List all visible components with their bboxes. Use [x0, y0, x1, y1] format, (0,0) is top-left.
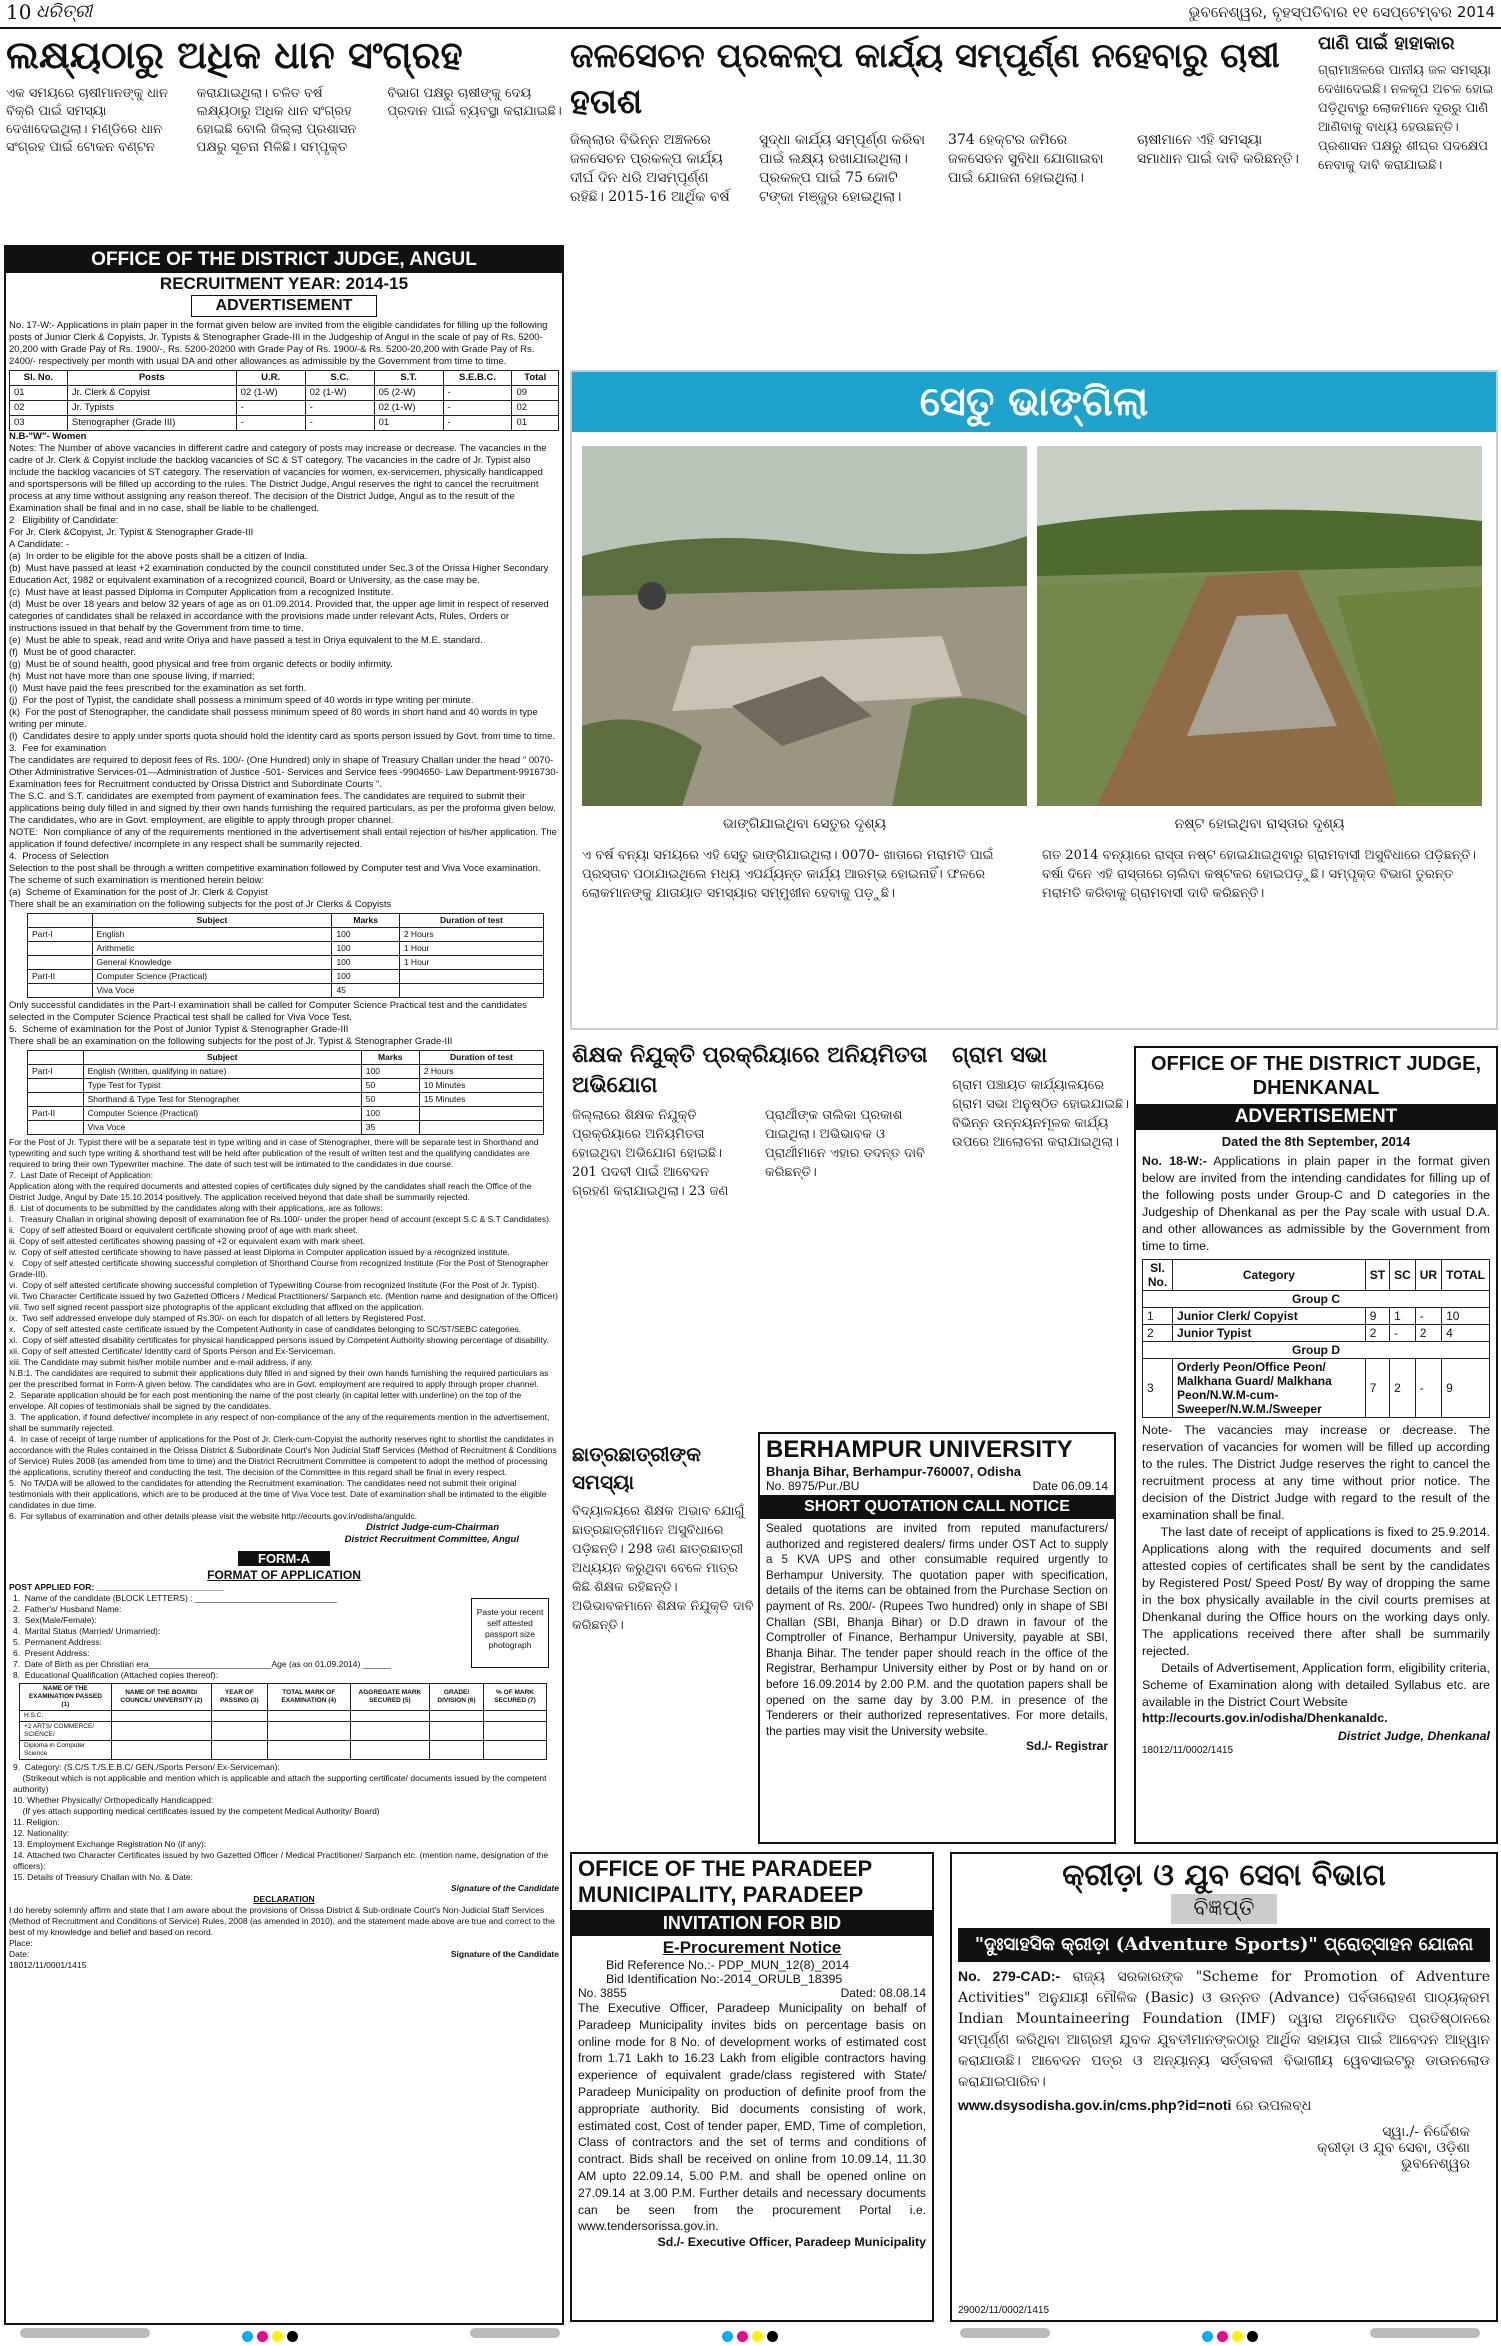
table-row: H.S.C. — [20, 1711, 547, 1722]
table-header: NAME OF THE EXAMINATION PASSED (1) NAME OF THE BOARD/ COUNCIL/ UNIVERSITY (2) YEAR OF PASSING (3) TOTAL MARK OF EXAMINATION (4) AGGREGATE MARK SECURED (5) GRADE/ DIVISION (6) % OF MARK SECURED (7) — [20, 1684, 547, 1711]
table-row: +2 ARTS/ COMMERCE/ SCIENCE/ — [20, 1722, 547, 1741]
grey-bar — [20, 2328, 150, 2338]
ad-code: 29002/11/0002/1415 — [958, 2305, 1050, 2316]
form-badge: FORM-A — [238, 1551, 330, 1566]
headline: ଜଳସେଚନ ପ୍ରକଳ୍ପ କାର୍ଯ୍ୟ ସମ୍ପୂର୍ଣ୍ଣ ନହେବାରୁ ଚାଷୀ ହତାଶ — [570, 36, 1280, 122]
ad-badge: INVITATION FOR BID — [572, 1910, 932, 1936]
table-row: Shorthand & Type Test for Stenographer 50 15 Minutes — [28, 1093, 544, 1107]
ad-intro: No. 17-W:- Applications in plain paper in the format given below are invited from the eligible candidates for filling up the following posts of Junior Clerk & Copyists, Jr. Typists & Stenographer Grade-III in the Judgeship of Angul in the scale of pay of Rs. 5200-20,200 with Grade Pay of Rs. 1900/-, Rs. 5200-20200 with Grade Pay of Rs. 1900/-& Rs. 5200-20,200 with Grade Pay of Rs. 2400/- respectively per month with usual DA and other allowances as admissible by the Government from time to time. — [9, 320, 551, 367]
article-body: ଗ୍ରାମ ପଞ୍ଚାୟତ କାର୍ଯ୍ୟାଳୟରେ ଗ୍ରାମ ସଭା ଅନୁଷ୍ଠିତ ହୋଇଯାଇଛି। ବିଭିନ୍ନ ଉନ୍ନୟନମୂଳକ କାର୍ଯ୍ୟ ଉପରେ ଆଲୋଚନା କରାଯାଇଥିଲା। — [952, 1078, 1130, 1150]
ad-subtitle: ବିଜ୍ଞପ୍ତି — [1171, 1894, 1276, 1924]
ad-badge: SHORT QUOTATION CALL NOTICE — [760, 1495, 1114, 1519]
news-article-5 — [952, 1040, 1132, 1430]
headline: ଶିକ୍ଷକ ନିଯୁକ୍ତି ପ୍ରକ୍ରିୟାରେ ଅନିୟମିତତା ଅଭିଯୋଗ — [572, 1042, 928, 1098]
news-article-3 — [1318, 33, 1496, 363]
color-dots — [1200, 2327, 1260, 2346]
ad-title: OFFICE OF THE DISTRICT JUDGE, ANGUL — [6, 247, 562, 273]
exam-table-typist — [27, 1050, 544, 1135]
table-row: Viva Voce 35 — [28, 1121, 544, 1135]
photo-box: Paste your recent self attested passport size photograph — [471, 1598, 549, 1668]
exam-table-clerk — [27, 913, 544, 998]
ad-badge: ADVERTISEMENT — [191, 295, 378, 317]
signatory-2: District Recruitment Committee, Angul — [344, 1534, 519, 1545]
news-article-4 — [572, 1040, 942, 1430]
page-number: 10 — [6, 0, 32, 24]
declaration-text: I do hereby solemnly affirm and state that I am aware about the provisions of Orissa District & Sub-ordinate Court's Non-Judicial Staff Services (Method of Recruitment and Conditions of Service) Rules, 2008 (as amended in 2010), and the statement made above are true and correct to the best of my knowledge and belief and based on record. — [9, 1905, 558, 1937]
group-row: Group D — [1143, 1342, 1490, 1359]
ad-subtitle: E-Procurement Notice — [662, 1938, 842, 1957]
ad-body: ରାଜ୍ୟ ସରକାରଙ୍କ "Scheme for Promotion of Adventure Activities" ଅନୁଯାୟୀ ମୌଳିକ (Basic) ଓ ଉନ୍ନତ (Advance) ପର୍ବତାରୋହଣ ପାଠ୍ୟକ୍ରମ Indian Mountaineering Foundation (IMF) ଦ୍ୱାରା ଅନୁମୋଦିତ ପ୍ରତିଷ୍ଠାନରେ ସମ୍ପୂର୍ଣ୍ଣ କରିଥିବା ଆଗ୍ରହୀ ଯୁବକ ଯୁବତୀମାନଙ୍କଠାରୁ ଆର୍ଥିକ ସହାୟତା ପାଇଁ ଆବେଦନ ଆହ୍ୱାନ କରାଯାଉଛି। ଆବେଦନ ପତ୍ର ଓ ଅନ୍ୟାନ୍ୟ ସର୍ତ୍ତାବଳୀ ବିଭାଗୀୟ ୱେବସାଇଟରୁ ଡାଉନଲୋଡ କରାଯାଇପାରିବ। — [958, 1969, 1490, 2090]
photo-body-2: ଗତ 2014 ବନ୍ୟାରେ ରାସ୍ତା ନଷ୍ଟ ହୋଇଯାଇଥିବାରୁ ଗ୍ରାମବାସୀ ଅସୁବିଧାରେ ପଡ଼ିଛନ୍ତି। ବର୍ଷା ଦିନେ ଏହି ରାସ୍ତାରେ ଚାଲିବା କଷ୍ଟକର ହୋଇପଡ଼ୁଛି। ସମ୍ପୃକ୍ତ ବିଭାଗ ତୁରନ୍ତ ମରାମତି କରିବାକୁ ଗ୍ରାମବାସୀ ଦାବି କରିଛନ୍ତି। — [1042, 848, 1477, 901]
berhampur-university-notice — [758, 1432, 1116, 1844]
ad-no: No. 3855 — [578, 1986, 627, 2000]
ad-banner: "ଦୁଃସାହସିକ କ୍ରୀଡ଼ା (Adventure Sports)" ପ୍ରୋତ୍ସାହନ ଯୋଜନା — [958, 1928, 1490, 1962]
ad-body: The Executive Officer, Paradeep Municipality on behalf of Paradeep Municipality invites bids on percentage basis on online mode for 8 No. of development works of estimated cost from 1.71 Lakh to 16.23 Lakh from eligible contractors having experience of equivalent grade/class registered with State/ Paradeep Municipality on production of definite proof from the appropriate authority. Bid documents consisting of work, estimated cost, Cost of tender paper, EMD, Time of completion, Class of contractors and the set of terms and conditions of contract. Bids shall be received on online from 10.09.14, 11.30 AM upto 22.09.14, 5.00 P.M. and shall be opened online on 27.09.14 at 3.00 P.M. Further details and necessary documents can be seen from the procurement Portal i.e. www.tendersorissa.gov.in. — [578, 2001, 926, 2234]
page-header — [0, 0, 1501, 26]
photo-banner — [572, 372, 1496, 432]
color-dots — [240, 2327, 300, 2346]
color-dots — [720, 2327, 780, 2346]
ad-date: Dated: 08.08.14 — [840, 1986, 926, 2000]
magenta-dot — [1217, 2331, 1228, 2342]
ad-body: The last date of receipt of applications is fixed to 25.9.2014. Applications along with the required documents and self attested copies of certificates shall be sent by the candidates by Registered Post/ Speed Post/ By way of dropping the same in the box physically available in the civil courts premises at Dhenkanal during the Office hours on the working days only. The applications received there after shall be summarily rejected. Details of Advertisement, Application form, eligibility criteria, Scheme of Examination along with detailed Syllabus etc. are available in the District Court Website — [1142, 1525, 1491, 1709]
ad-title: OFFICE OF THE DISTRICT JUDGE, DHENKANAL — [1150, 1053, 1481, 1099]
form-title: FORMAT OF APPLICATION — [207, 1568, 361, 1582]
ad-title: OFFICE OF THE PARADEEP MUNICIPALITY, PARADEEP — [578, 1856, 872, 1907]
article-body: ଗ୍ରାମାଞ୍ଚଳରେ ପାନୀୟ ଜଳ ସମସ୍ୟା ଦେଖାଦେଇଛି। ନଳକୂପ ଅଚଳ ହୋଇ ପଡ଼ିଥିବାରୁ ଲୋକମାନେ ଦୂରରୁ ପାଣି ଆଣିବାକୁ ବାଧ୍ୟ ହେଉଛନ୍ତି। ପ୍ରଶାସନ ପକ୍ଷରୁ ଶୀଘ୍ର ପଦକ୍ଷେପ ନେବାକୁ ଦାବି କରାଯାଇଛି। — [1318, 63, 1494, 173]
candidate-signature-2: Signature of the Candidate — [450, 1949, 559, 1959]
yellow-dot — [752, 2331, 763, 2342]
ad-note: Note- The vacancies may increase or decrease. The reservation of vacancies for women will be filled up according to the rules. The District Judge reserves the right to cancel the recruitment process at any time without prior notice. The decision of the District Judge with regard to the result of the examination shall be final. — [1142, 1423, 1490, 1522]
article-body: ବିଦ୍ୟାଳୟରେ ଶିକ୍ଷକ ଅଭାବ ଯୋଗୁଁ ଛାତ୍ରଛାତ୍ରୀମାନେ ଅସୁବିଧାରେ ପଡ଼ିଛନ୍ତି। 298 ଜଣ ଛାତ୍ରଛାତ୍ରୀ ଅଧ୍ୟୟନ କରୁଥିବା ବେଳେ ମାତ୍ର କିଛି ଶିକ୍ଷକ ରହିଛନ୍ତି। ଅଭିଭାବକମାନେ ଶିକ୍ଷକ ନିଯୁକ୍ତି ଦାବି କରିଛନ୍ତି। — [572, 1504, 754, 1633]
ad-title: BERHAMPUR UNIVERSITY — [766, 1436, 1073, 1463]
bridge-photo — [582, 446, 1027, 806]
magenta-dot — [737, 2331, 748, 2342]
post-applied: POST APPLIED FOR: ___________________________ — [9, 1582, 225, 1592]
bid-id: Bid Identification No:-2014_ORULB_18395 — [606, 1972, 843, 1986]
magenta-dot — [257, 2331, 268, 2342]
ad-ref-no: No. 8975/Pur./BU — [766, 1479, 860, 1493]
form-fields: 1. Name of the candidate (BLOCK LETTERS) : ______________________________ 2. Father's/ Husband Name: 3. Sex(Male/Female): 4. Marital Status (Married/ Unmarried): 5. Permanent Address: 6. Present Address: 7. Date of Birth as per Christian era__________________________Age (as on 01.09.2014) ______ 8. Educational Qualification (Attached copies thereof): — [13, 1593, 392, 1680]
ad-dated: Dated the 8th September, 2014 — [1221, 1134, 1411, 1149]
yellow-dot — [272, 2331, 283, 2342]
table-row: 2 Junior Typist 2 - 2 4 — [1143, 1325, 1490, 1342]
ad-sign-1: ସ୍ୱା./- ନିର୍ଦ୍ଦେଶକ — [1382, 2124, 1470, 2140]
ad-notes: Notes: The Number of above vacancies in different cadre and category of posts may increase or decrease. The vacancies in the cadre of Jr. Clerk & Copyist include the backlog vacancies of SC & ST category. The vacancies in the cadre of Jr. Typist also include the backlog vacancies of ST category. The reservation of vacancies for women, ex-servicemen, physically handicapped and sportspersons will be filled up according to the rules. The District Judge, Angul reserves the right to cancel the recruitment process at any time without assigning any reason thereof. The decision of the District Judge, Angul as to the result of the Examination shall be final and in no case, shall be liable to be challenged. — [9, 443, 550, 514]
group-row: Group C — [1143, 1291, 1490, 1308]
table-header: Sl. No. Posts U.R. S.C. S.T. S.E.B.C. Total — [10, 371, 559, 386]
header-rule — [0, 27, 1501, 29]
article-body: ଜିଲ୍ଲାର ବିଭିନ୍ନ ଅଞ୍ଚଳରେ ଜଳସେଚନ ପ୍ରକଳ୍ପ କାର୍ଯ୍ୟ ଦୀର୍ଘ ଦିନ ଧରି ଅସମ୍ପୂର୍ଣ୍ଣ ରହିଛି। 2015-16 ଆର୍ଥିକ ବର୍ଷ ସୁଦ୍ଧା କାର୍ଯ୍ୟ ସମ୍ପୂର୍ଣ୍ଣ କରିବା ପାଇଁ ଲକ୍ଷ୍ୟ ରଖାଯାଇଥିଲା। ପ୍ରକଳ୍ପ ପାଇଁ 75 କୋଟି ଟଙ୍କା ମଞ୍ଜୁର ହୋଇଥିଲା। 374 ହେକ୍ଟର ଜମିରେ ଜଳସେଚନ ସୁବିଧା ଯୋଗାଇବା ପାଇଁ ଯୋଜନା ହୋଇଥିଲା। ଚାଷୀମାନେ ଏହି ସମସ୍ୟା ସମାଧାନ ପାଇଁ ଦାବି କରିଛନ୍ତି। — [570, 132, 1299, 205]
black-dot — [767, 2331, 778, 2342]
print-registration-marks — [0, 2327, 1501, 2339]
photo-caption-1: ଭାଙ୍ଗିଯାଇଥିବା ସେତୁର ଦୃଶ୍ୟ — [722, 816, 887, 832]
road-photo — [1037, 446, 1482, 806]
ad-code: 18012/11/0001/1415 — [9, 1960, 87, 1970]
table-row: 03 Stenographer (Grade III) - - 01 - 01 — [10, 416, 559, 431]
ad-subtitle: RECRUITMENT YEAR: 2014-15 — [159, 274, 409, 293]
table-row: 3 Orderly Peon/Office Peon/ Malkhana Guard/ Malkhana Peon/N.W.M-cum-Sweeper/N.W.M./Sweeper 7 2 - 9 — [1143, 1359, 1490, 1418]
table-row: 01 Jr. Clerk & Copyist 02 (1-W) 02 (1-W) 05 (2-W) - 09 — [10, 386, 559, 401]
ad-no: No. 18-W:- — [1142, 1154, 1207, 1168]
ad-sign: District Judge, Dhenkanal — [1337, 1729, 1490, 1743]
ad-code: 18012/11/0002/1415 — [1142, 1745, 1234, 1756]
table-row: 02 Jr. Typists - - 02 (1-W) - 02 — [10, 401, 559, 416]
ad-url[interactable]: www.dsysodisha.gov.in/cms.php?id=noti — [958, 2097, 1232, 2113]
education-table — [19, 1683, 547, 1760]
candidate-signature: Signature of the Candidate — [450, 1883, 559, 1893]
angul-judge-advertisement — [4, 245, 564, 2325]
cyan-dot — [1202, 2331, 1213, 2342]
date-label: Date: — [9, 1949, 30, 1959]
yellow-dot — [1232, 2331, 1243, 2342]
table-header: Subject Marks Duration of test — [28, 914, 544, 928]
exam-note: Only successful candidates in the Part-I examination shall be called for Computer Science Practical test and the candidates selected in the Computer Science Practical test shall be called for Viva Voce Test. 5. Scheme of examination for the Post of Junior Typist & Stenographer Grade-III There shall be an examination on the following subjects for the post of Jr. Typist & Stenographer Grade-III — [9, 1000, 528, 1047]
ad-body: Sealed quotations are invited from reputed manufacturers/ authorized and registered dealers/ firms under OST Act to supply a 5 KVA UPS and other consumable required urgently to Berhampur University. The quotation paper with specification, details of the items can be obtained from the Purchase Section on payment of Rs. 200/- (Rupees Two hundred) only in shape of SBI Challan (SBI, Bhanja Bihar) or D.D drawn in favour of the Comptroller of Finance, Berhampur University, payable at SBI, Bhanja Bihar. The tender paper should reach in the office of the Registrar, Berhampur University either by Post or by hand on or before 16.09.2014 by 2.00 P.M. and the quotation papers shall be opened on the same day by 3.00 P.M. in presence of the Tenderers or their authorized representatives. For more details, the parties may visit the University website. — [766, 1522, 1108, 1738]
vacancy-table — [1142, 1259, 1490, 1418]
ad-url[interactable]: http://ecourts.gov.in/odisha/Dhenkanaldc. — [1142, 1711, 1388, 1725]
place-label: Place: — [9, 1938, 33, 1948]
table-row: Diploma in Computer Science — [20, 1741, 547, 1760]
ad-url-tail: ରେ ଉପଲବ୍ଧ — [1235, 2098, 1312, 2114]
headline: ଛାତ୍ରଛାତ୍ରୀଙ୍କ ସମସ୍ୟା — [572, 1442, 702, 1494]
news-article-1 — [6, 33, 562, 238]
black-dot — [1247, 2331, 1258, 2342]
paradeep-municipality-notice — [570, 1852, 934, 2322]
banner-title: ସେତୁ ଭାଙ୍ଗିଲା — [919, 378, 1149, 425]
grey-bar — [1370, 2328, 1480, 2338]
ad-no: No. 279-CAD:- — [958, 1968, 1061, 1984]
table-row: Part-II Computer Science (Practical) 100 — [28, 970, 544, 984]
ad-sign: Sd./- Executive Officer, Paradeep Municipality — [657, 2235, 926, 2250]
nb-women: N.B-"W"- Women — [9, 431, 87, 442]
bid-ref: Bid Reference No.:- PDP_MUN_12(8)_2014 — [606, 1958, 850, 1972]
eligibility-section: 2 Eligibility of Candidate: For Jr. Clerk &Copyist, Jr. Typist & Stenographer Grade-III A Candidate: - (a) In order to be eligible for the above posts shall be a citizen of India. (b) Must have passed at least +2 examination conducted by the council constituted under Sec.3 of the Orissa Higher Secondary Education Act, 1982 or equivalent examination of a recognized council, Board or University, as the case may be. (c) Must have at least passed Diploma in Computer Application from a recognized Institute. (d) Must be over 18 years and below 32 years of age as on 01.09.2014. Provided that, the upper age limit in respect of reserved categories of candidates shall be relaxed in accordance with the provisions made under relevant Acts, Rules, Orders or instructions issued in that behalf by the Government from time to time. (e) Must be able to speak, read and write Oriya and have passed a test in Oriya equivalent to the M.E. standard. (f) Must be of good character. (g) Must be of sound health, good physical and free from organic defects or bodily infirmity. (h) Must not have more than one spouse living, if married; (i) Must have paid the fees prescribed for the examination as set forth. (j) For the post of Typist, the candidate shall possess a minimum speed of 40 words in type writing per minute. (k) For the post of Stenographer, the candidate shall possess minimum speed of 80 words in short hand and 40 words in type writing per minute. (l) Candidates desire to apply under sports quota should hold the identity card as sports person issued by Govt. from time to time. 3. Fee for examination The candidates are required to deposit fees of Rs. 100/- (One Hundred) only in shape of Treasury Challan under the head " 0070- Other Administrative Services-01—Administration of Justice -501- Services and Service fees -9904650- Law Department-9916730- Examination fees for Recruitment conducted by Orissa District and Subordinate Courts ". The S.C. and S.T. candidates are exempted from payment of examination fees. The candidates are required to submit their applications being duly filled in and signed by their own hands furnishing the required particulars, as per the proforma given below. The candidates, who are in Govt. employment, are eligible to apply through proper channel. NOTE: Non compliance of any of the requirements mentioned in the advertisement shall entail rejection of his/her application. The application if found defective/ incomplete in any respect shall be summarily rejected. 4. Process of Selection Selection to the post shall be through a written competitive examination followed by Computer test and Viva Voce examination. The scheme of such examination is mentioned herein below: (a) Scheme of Examination for the post of Jr. Clerk & Copyist There shall be an examination on the following subjects for the post of Jr Clerks & Copyists — [9, 515, 559, 910]
ad-sign: Sd./- Registrar — [1025, 1739, 1108, 1754]
photo-caption-2: ନଷ୍ଟ ହୋଇଥିବା ରାସ୍ତାର ଦୃଶ୍ୟ — [1174, 816, 1345, 832]
declaration-title: DECLARATION — [253, 1894, 315, 1904]
news-article-2 — [570, 33, 1310, 363]
signatory-1: District Judge-cum-Chairman — [365, 1522, 499, 1533]
dhenkanal-judge-advertisement — [1134, 1046, 1498, 1844]
grey-bar — [960, 2328, 1050, 2338]
headline: ଲକ୍ଷ୍ୟଠାରୁ ଅଧିକ ଧାନ ସଂଗ୍ରହ — [6, 32, 463, 77]
news-article-6 — [572, 1440, 754, 1850]
table-row: General Knowledge 100 1 Hour — [28, 956, 544, 970]
ad-date: Date 06.09.14 — [1032, 1479, 1108, 1493]
ad-address: Bhanja Bihar, Berhampur-760007, Odisha — [766, 1464, 1022, 1479]
table-row: Part-II Computer Science (Practical) 100 — [28, 1107, 544, 1121]
table-row: Part-I English 100 2 Hours — [28, 928, 544, 942]
ad-rest: For the Post of Jr. Typist there will be a separate test in type writing and in case of Stenographer, there will be separate test in Shorthand and typewriting and such type writing & shorthand test will be held after publication of the result of written test and the qualifying candidates are required to bring their own Typewriter machine. The date of such test will be intimated to the candidates in due course. 7. Last Date of Receipt of Application: Application along with the required documents and attested copies of certificates duly signed by the candidates shall reach the Office of the District Judge, Angul by Date 15.10.2014 positively. The application received beyond that date shall be summarily rejected. 8. List of documents to be submitted by the candidates along with their applications, are as follows: i. Treasury Challan in original showing deposit of examination fee of Rs.100/- under the proper head of account (except S.C & S.T Candidates). ii. Copy of self attested Board or equivalent certificate showing proof of age with mark sheet. iii. Copy of self attested certificates showing passing of +2 or equivalent exam with mark sheet. iv. Copy of self attested certificate showing to have passed at least Diploma in Computer application issued by a recognized institute. v. Copy of self attested certificate showing successful completion of Shorthand Course from recognized Institute (For the Post of Stenographer Grade-III). vi. Copy of self attested certificate showing successful completion of Typewriting Course from recognized Institute (For the Post of Jr. Typist). vii. Two Character Certificate issued by two Gazetted Officers / Medical Practitioners/ Sarpanch etc. (Mention name and designation of the Officer) viii. Two self signed recent passport size photographs of the applicant excluding that affixed on the application. ix. Two self addressed envelope duly stamped of Rs.30/- on each for dispatch of all letters by Registered Post. x. Copy of self attested caste certificate issued by the Competent Authority in case of candidates belonging to SC/ST/SEBC categories. xi. Copy of self attested disability certificates for physical handicapped persons issued by Competent Authority showing percentage of disability. xii. Copy of self attested Certificate/ Identity card of Sports Person and Ex-Serviceman. xiii. The Candidate may submit his/her mobile number and e-mail address, if any. N.B:1. The candidates are required to submit their applications duly filled in and signed by their own hands furnishing the required particulars as per the prescribed format in Form-A given below. The candidates who are in Govt. employment are required to apply through proper channel. 2. Separate application should be for each post mentioning the name of the post clearly (in capital letter with underline) on the top of the envelope. All copies of testimonials shall be signed by the candidates. 3. The application, if found defective/ incomplete in any respect of non-compliance of the any of the requirements mention in the advertisement, shall be summarily rejected. 4. In case of receipt of large number of applications for the Post of Jr. Clerk-cum-Copyist the authority reserves right to shortlist the candidates in accordance with the Rules contained in the Orissa District & Subordinate Court's Non Judicial Staff Services (Method of Recruitment & Conditions of Service) Rules 2008 (as amended from time to time) and the District Recruitment Committee is competent to adopt the method of processing the applications, scrutiny thereof and conducting the test. The decision of the Committee in this regard shall be final in every respect. 5. No TA/DA will be allowed to the candidates for attending the Recruitment examination. The candidates need not submit their original testimonials with their applications, which are to be produced at the time of Viva Voce test. Date of examination shall be intimated to the eligible candidates in due time. 6. For syllabus of examination and other details please visit the website http://ecourts.gov.in/odisha/anguldc. — [9, 1137, 558, 1521]
table-row: Arithmetic 100 1 Hour — [28, 942, 544, 956]
table-row: Viva Voce 45 — [28, 984, 544, 998]
ad-title: କ୍ରୀଡ଼ା ଓ ଯୁବ ସେବା ବିଭାଗ — [1062, 1858, 1386, 1893]
headline: ଗ୍ରାମ ସଭା — [952, 1042, 1048, 1068]
vacancy-table — [9, 370, 559, 431]
ad-sign-2: କ୍ରୀଡ଼ା ଓ ଯୁବ ସେବା, ଓଡ଼ିଶା — [1317, 2140, 1470, 2156]
table-row: Part-I English (Written, qualifying in nature) 100 2 Hours — [28, 1065, 544, 1079]
sports-department-notice — [950, 1852, 1498, 2322]
ad-intro: Applications in plain paper in the format given below are invited from the intending candidates for filling up of the following posts under Group-C and D categories in the Judgeship of Dhenkanal as per the Pay scale with usual D.A. and other allowances as admissible by the Government from time to time. — [1142, 1154, 1490, 1253]
photo-feature-section — [570, 370, 1498, 1030]
grey-bar — [470, 2328, 560, 2338]
headline: ପାଣି ପାଇଁ ହାହାକାର — [1318, 33, 1455, 54]
table-header: Subject Marks Duration of test — [28, 1051, 544, 1065]
ad-sign-3: ଭୁବନେଶ୍ୱର — [1401, 2156, 1470, 2172]
paper-name: ଧରିତ୍ରୀ — [36, 1, 93, 22]
table-header: Sl. No. Category ST SC UR TOTAL — [1143, 1260, 1490, 1291]
cyan-dot — [722, 2331, 733, 2342]
page-date: ଭୁବନେଶ୍ୱର, ବୃହସ୍ପତିବାର ୧୧ ସେପ୍ଟେମ୍ବର 2014 — [1188, 3, 1495, 21]
article-body: ଜିଲ୍ଲାରେ ଶିକ୍ଷକ ନିଯୁକ୍ତି ପ୍ରକ୍ରିୟାରେ ଅନିୟମିତତା ହୋଇଥିବା ଅଭିଯୋଗ ହୋଇଛି। 201 ପଦବୀ ପାଇଁ ଆବେଦନ ଗ୍ରହଣ କରାଯାଇଥିଲା। 23 ଜଣ ପ୍ରାର୍ଥୀଙ୍କ ତାଲିକା ପ୍ରକାଶ ପାଇଥିଲା। ଅଭିଭାବକ ଓ ପ୍ରାର୍ଥୀମାନେ ଏହାର ତଦନ୍ତ ଦାବି କରିଛନ୍ତି। — [572, 1108, 925, 1199]
form-fields-2: 9. Category: (S.C/S.T./S.E.B.C/ GEN./Sports Person/ Ex-Serviceman): (Strikeout which is not applicable and mention which is applicable and attach the supporting certificate/ documents issued by the competent authority) 10. Whether Physically/ Orthopedically Handicapped: (If yes attach supporting medical certificates issued by the competent Medical Authority/ Board) 11. Religion: 12. Nationality: 13. Employment Exchange Registration No (if any): 14. Attached two Character Certificates issued by two Gazetted Officer / Medical Practitioner/ Sarpanch etc. (mention name, designation of the officers): 15. Details of Treasury Challan with No. & Date: — [13, 1762, 549, 1882]
black-dot — [287, 2331, 298, 2342]
photo-body-1: ଏ ବର୍ଷ ବନ୍ୟା ସମୟରେ ଏହି ସେତୁ ଭାଙ୍ଗିଯାଇଥିଲା। 0070- ଖାତାରେ ମରାମତି ପାଇଁ ପ୍ରସ୍ତାବ ପଠାଯାଇଥିଲେ ମଧ୍ୟ ଏପର୍ଯ୍ୟନ୍ତ କାର୍ଯ୍ୟ ଆରମ୍ଭ ହୋଇନାହିଁ। ଫଳରେ ଲୋକମାନଙ୍କୁ ଯାତାୟାତ ସମସ୍ୟାର ସମ୍ମୁଖୀନ ହେବାକୁ ପଡ଼ୁଛି। — [582, 848, 994, 901]
table-row: Type Test for Typist 50 10 Minutes — [28, 1079, 544, 1093]
table-row: 1 Junior Clerk/ Copyist 9 1 - 10 — [1143, 1308, 1490, 1325]
ad-badge: ADVERTISEMENT — [1136, 1104, 1496, 1130]
article-body: ଏକ ସମୟରେ ଚାଷୀମାନଙ୍କୁ ଧାନ ବିକ୍ରି ପାଇଁ ସମସ୍ୟା ଦେଖାଦେଇଥିଲା। ମଣ୍ଡିରେ ଧାନ ସଂଗ୍ରହ ପାଇଁ ଟୋକନ ବଣ୍ଟନ କରାଯାଇଥିଲା। ଚଳିତ ବର୍ଷ ଲକ୍ଷ୍ୟଠାରୁ ଅଧିକ ଧାନ ସଂଗ୍ରହ ହୋଇଛି ବୋଲି ଜିଲ୍ଲା ପ୍ରଶାସନ ପକ୍ଷରୁ ସୂଚନା ମିଳିଛି। ସମ୍ପୃକ୍ତ ବିଭାଗ ପକ୍ଷରୁ ଚାଷୀଙ୍କୁ ଦେୟ ପ୍ରଦାନ ପାଇଁ ବ୍ୟବସ୍ଥା କରାଯାଇଛି। — [6, 86, 562, 155]
cyan-dot — [242, 2331, 253, 2342]
